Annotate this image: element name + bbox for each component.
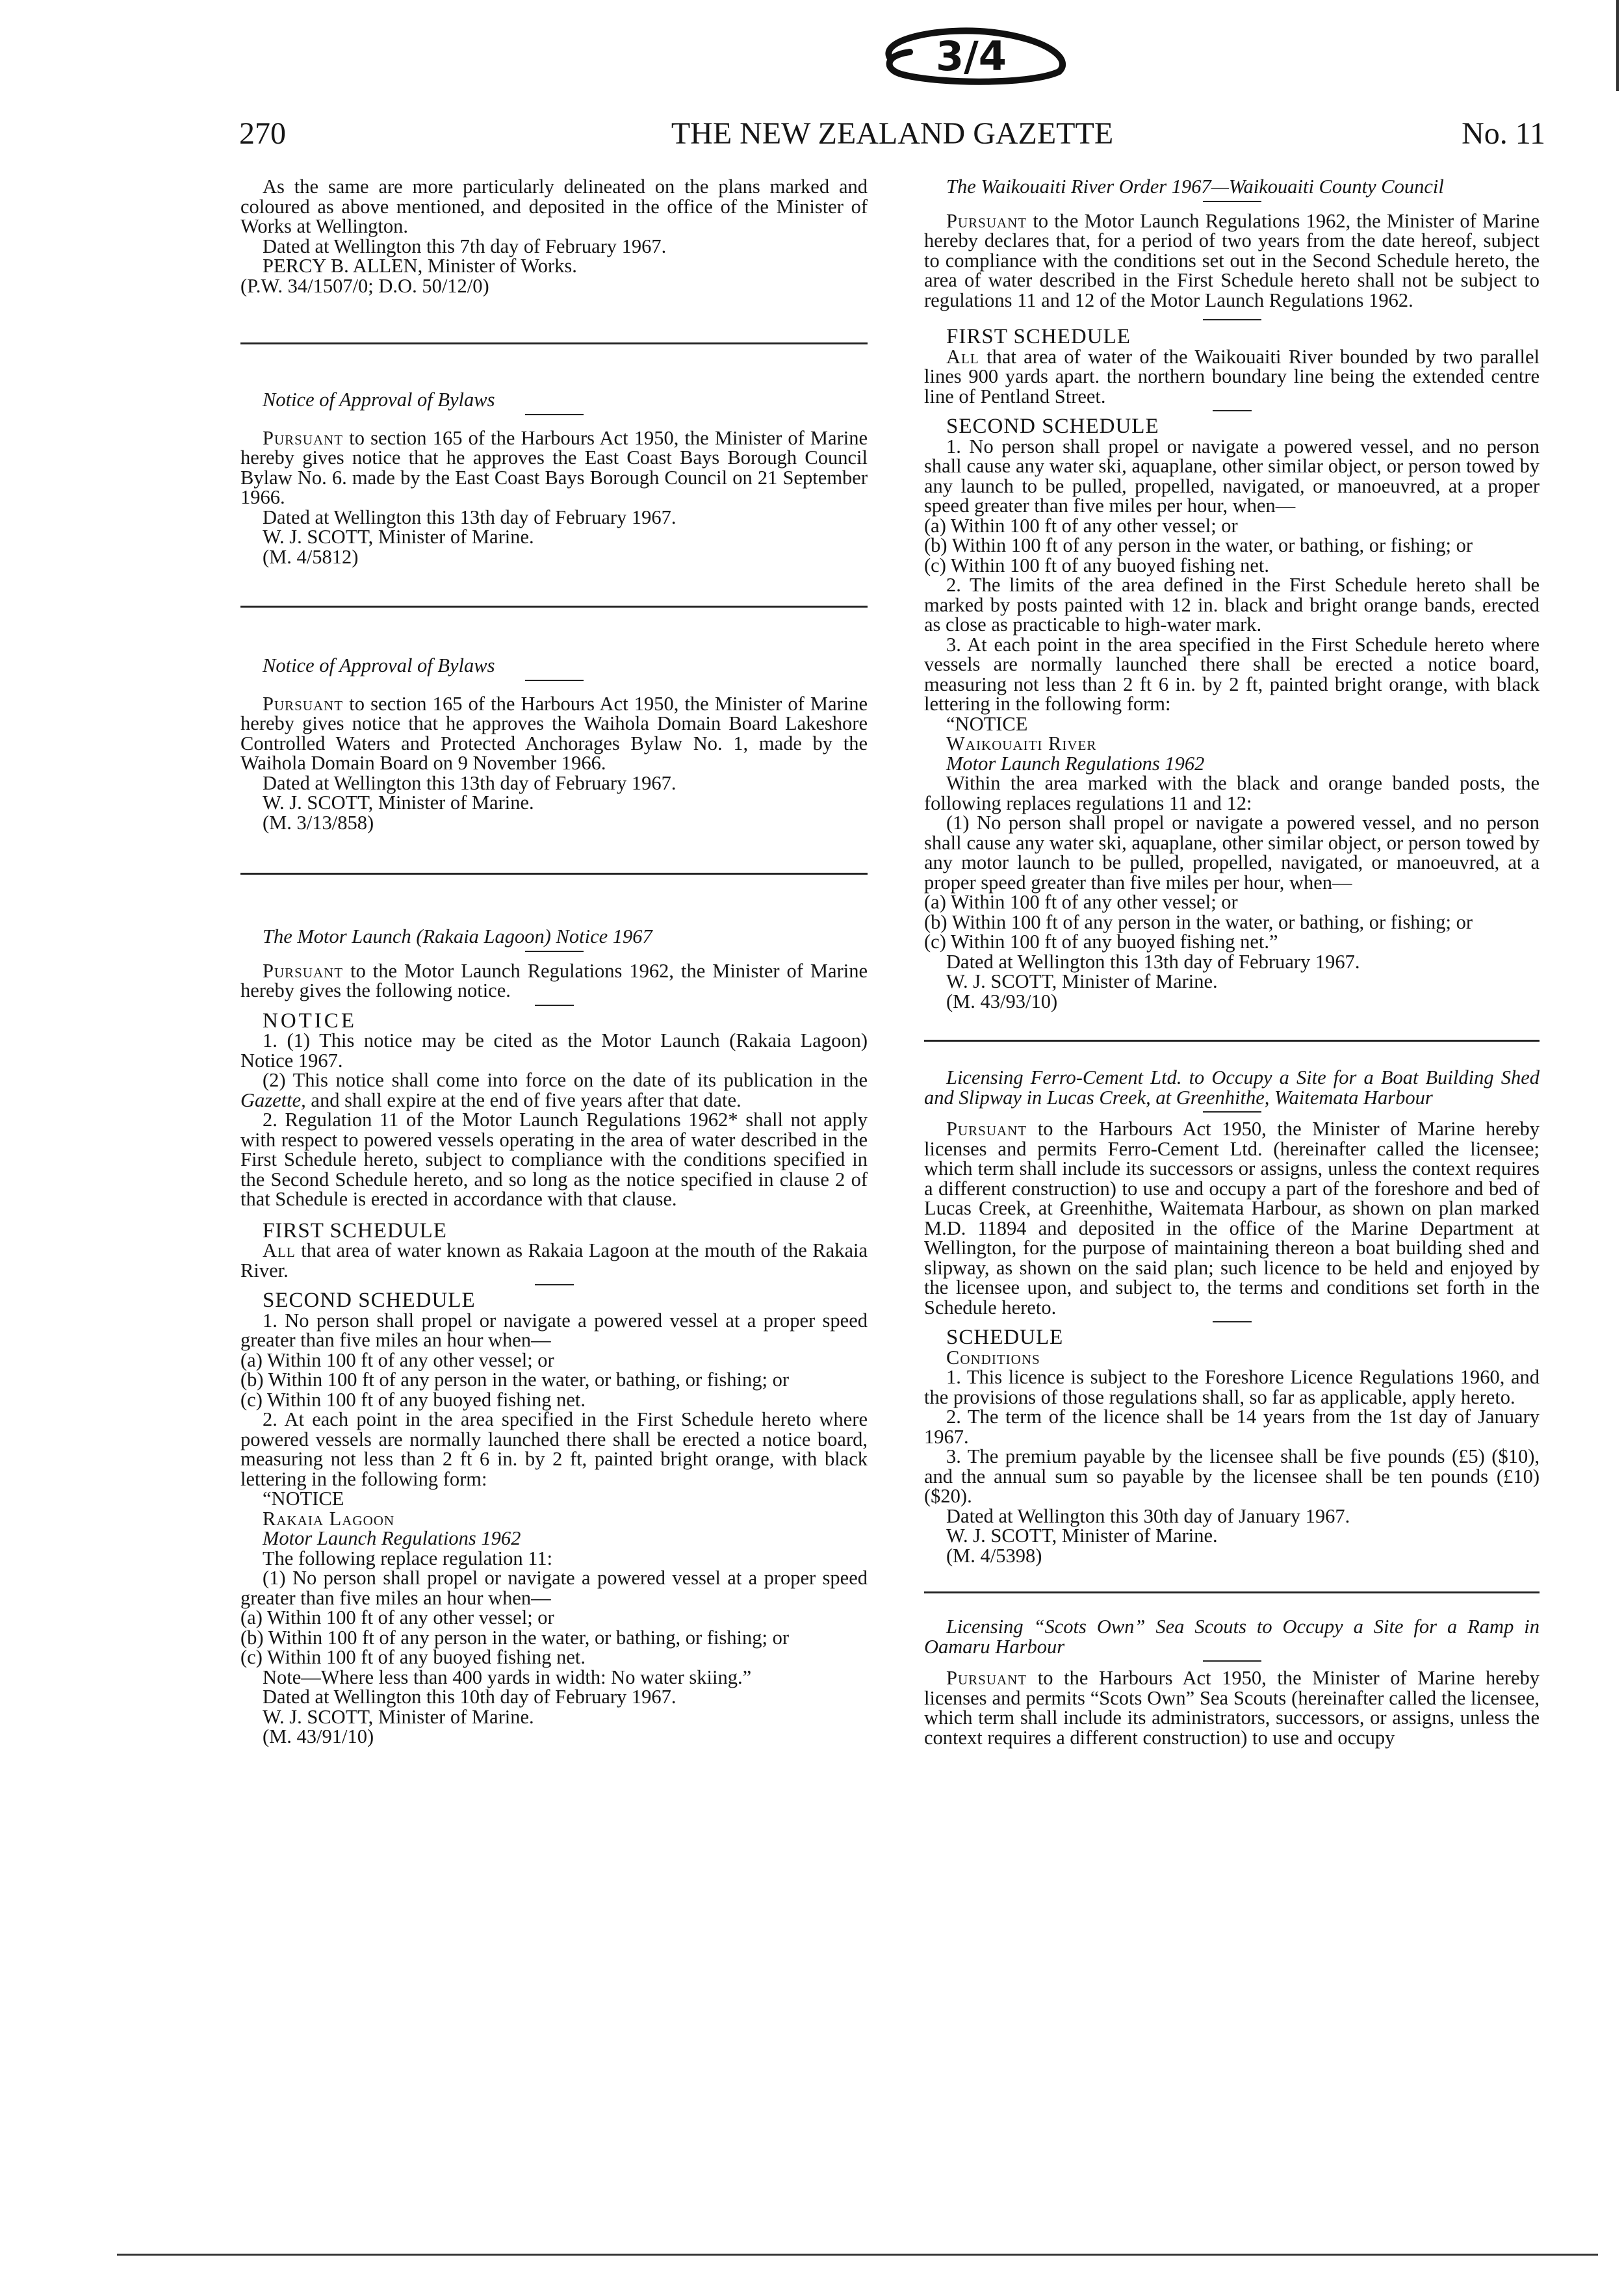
ferro-cement-dated: Dated at Wellington this 30th day of January 1967. <box>946 1504 1350 1527</box>
waikouaiti-quote-1: (1) No person shall propel or navigate a powered vessel, and no person shall cause any water ski, aquaplane, other similar object, or person towed by any motor launch to be pulled, propelled, navigated, or manoeuvred, at a proper speed greater than five miles per hour, when— <box>924 812 1540 894</box>
dash-rule <box>535 1005 574 1006</box>
rakaia-quote-intro: The following replace regulation 11: <box>263 1547 553 1569</box>
bylaws-notice-1-title: Notice of Approval of Bylaws <box>263 389 495 411</box>
right-column <box>924 177 1540 1747</box>
all-lead: All <box>263 1239 296 1261</box>
rakaia-quote-c: (c) Within 100 ft of any buoyed fishing net. <box>240 1646 586 1668</box>
bylaws-notice-2-signature: W. J. SCOTT, Minister of Marine. <box>263 792 534 814</box>
rakaia-signature: W. J. SCOTT, Minister of Marine. <box>263 1705 534 1728</box>
pursuant-lead: Pursuant <box>263 959 344 982</box>
handwritten-page-stamp <box>864 19 1085 91</box>
left-column <box>240 177 868 1747</box>
stamp-text: 3/4 <box>936 32 1007 80</box>
ferro-cement-conditions: Conditions <box>946 1346 1040 1369</box>
page-header <box>239 116 1545 155</box>
rakaia-quote-b: (b) Within 100 ft of any person in the water, or bathing, or fishing; or <box>240 1626 790 1649</box>
waikouaiti-quote-c: (c) Within 100 ft of any buoyed fishing net.” <box>924 931 1278 953</box>
pursuant-lead: Pursuant <box>946 1667 1027 1689</box>
rakaia-ss-c: (c) Within 100 ft of any buoyed fishing net. <box>240 1388 586 1411</box>
waikouaiti-ref: (M. 43/93/10) <box>946 990 1058 1012</box>
page-number: 270 <box>239 116 286 151</box>
ferro-cement-ref: (M. 4/5398) <box>946 1544 1042 1567</box>
bylaws-notice-1-dated: Dated at Wellington this 13th day of February 1967. <box>263 506 677 528</box>
rakaia-ss-a: (a) Within 100 ft of any other vessel; or <box>240 1348 554 1371</box>
rakaia-quote-regs: Motor Launch Regulations 1962 <box>263 1527 521 1549</box>
bylaws-notice-1-ref: (M. 4/5812) <box>263 545 359 568</box>
scots-own-text: to the Harbours Act 1950, the Minister of Marine hereby licenses and permits “Scots Own” Sea Scouts (hereinafter called the licensee, which term shall include its administrators, successors, or assigns, unless the context requires a different construction) to use and occupy <box>924 1667 1540 1749</box>
ferro-cement-signature: W. J. SCOTT, Minister of Marine. <box>946 1525 1218 1547</box>
waikouaiti-quote-intro: Within the area marked with the black and orange banded posts, the following replaces regulations 11 and 12: <box>924 772 1540 814</box>
pursuant-lead: Pursuant <box>946 1118 1027 1140</box>
rakaia-ss-1: 1. No person shall propel or navigate a powered vessel at a proper speed greater than five miles an hour when— <box>240 1309 868 1351</box>
waikouaiti-ss-1: 1. No person shall propel or navigate a powered vessel, and no person shall cause any water ski, aquaplane, other similar object, or person towed by any launch to be pulled, propelled, navigated, or manoeuvred, at a proper speed greater than five miles per hour, when— <box>924 435 1540 517</box>
waikouaiti-intro: to the Motor Launch Regulations 1962, the Minister of Marine hereby declares that, for a period of two years from the date hereof, subject to compliance with the conditions set out in the Second Schedule hereto, the area of water described in the First Schedule hereto shall not be subject to regulations 11 and 12 of the Motor Launch Regulations 1962. <box>924 209 1540 311</box>
rakaia-first-schedule-text: that area of water known as Rakaia Lagoon at the mouth of the Rakaia River. <box>240 1239 868 1281</box>
title-rule <box>525 951 584 952</box>
bylaws-notice-2-ref: (M. 3/13/858) <box>263 811 374 834</box>
waikouaiti-dated: Dated at Wellington this 13th day of February 1967. <box>946 950 1360 973</box>
all-lead: All <box>946 345 979 368</box>
rakaia-clause-3: 2. Regulation 11 of the Motor Launch Regulations 1962* shall not apply with respect to powered vessels operating in the area of water described in the First Schedule hereto, subject to compliance with the conditions specified in the Second Schedule hereto, and so long as the notice specified in clause 2 of that Schedule is erected in accordance with that clause. <box>240 1109 868 1210</box>
rakaia-dated: Dated at Wellington this 10th day of February 1967. <box>263 1686 677 1708</box>
rakaia-quote-place: Rakaia Lagoon <box>263 1507 395 1530</box>
scots-own-title: Licensing “Scots Own” Sea Scouts to Occupy a Site for a Ramp in Oamaru Harbour <box>924 1616 1540 1658</box>
ferro-cement-condition-3: 3. The premium payable by the licensee shall be five pounds (£5) ($10), and the annual sum so payable by the licensee shall be ten pounds (£10) ($20). <box>924 1445 1540 1507</box>
title-rule <box>1203 201 1261 202</box>
page-edge-mark <box>1616 0 1619 91</box>
bylaws-notice-2-title: Notice of Approval of Bylaws <box>263 654 495 676</box>
title-rule <box>1203 1111 1261 1113</box>
rakaia-first-schedule-heading: FIRST SCHEDULE <box>263 1218 447 1243</box>
rakaia-clause-2b: and shall expire at the end of five years after that date. <box>305 1088 741 1111</box>
rakaia-clause-2a: (2) This notice shall come into force on the date of its publication in the <box>263 1069 868 1091</box>
waikouaiti-ss-b: (b) Within 100 ft of any person in the water, or bathing, or fishing; or <box>924 534 1473 556</box>
works-notice-text: As the same are more particularly delineated on the plans marked and coloured as above mentioned, and deposited in the office of the Minister of Works at Wellington. <box>240 175 868 237</box>
rakaia-quote-note: Note—Where less than 400 yards in width: No water skiing.” <box>263 1666 752 1688</box>
dash-rule <box>1213 1321 1252 1322</box>
waikouaiti-quote-regs: Motor Launch Regulations 1962 <box>946 752 1205 775</box>
title-rule <box>525 414 584 415</box>
waikouaiti-first-schedule-heading: FIRST SCHEDULE <box>946 325 1131 348</box>
title-rule <box>525 680 584 681</box>
waikouaiti-ss-3: 3. At each point in the area specified in the First Schedule hereto where vessels are normally launched there shall be erected a notice board, measuring not less than 2 ft 6 in. by 2 ft, painted bright orange, with black lettering in the following form: <box>924 633 1540 715</box>
waikouaiti-quote-notice: “NOTICE <box>946 712 1028 735</box>
ferro-cement-title: Licensing Ferro-Cement Ltd. to Occupy a Site for a Boat Building Shed and Slipway in Lucas Creek, at Greenhithe, Waitemata Harbour <box>924 1066 1540 1109</box>
rakaia-ss-b: (b) Within 100 ft of any person in the water, or bathing, or fishing; or <box>240 1369 790 1391</box>
rakaia-ref: (M. 43/91/10) <box>263 1725 374 1747</box>
waikouaiti-quote-b: (b) Within 100 ft of any person in the water, or bathing, or fishing; or <box>924 910 1473 933</box>
rakaia-second-schedule-heading: SECOND SCHEDULE <box>263 1289 476 1312</box>
rakaia-quote-a: (a) Within 100 ft of any other vessel; or <box>240 1606 554 1629</box>
ferro-cement-text: to the Harbours Act 1950, the Minister of Marine hereby licenses and permits Ferro-Cement Ltd. (hereinafter called the licensee; which term shall include its successors or assigns, unless the context requires a different construction) to use and occupy a part of the foreshore and bed of Lucas Creek, at Greenhithe, Waitemata Harbour, as shown on plan marked M.D. 11894 and deposited in the office of the Marine Department at Wellington, for the purpose of maintaining thereon a boat building shed and slipway, as shown on the said plan; such licence to be held and enjoyed by the licensee upon, and subject to, the terms and conditions set forth in the Schedule hereto. <box>924 1118 1540 1319</box>
waikouaiti-quote-place: Waikouaiti River <box>946 732 1097 754</box>
dash-rule <box>535 1284 574 1285</box>
rakaia-notice-title: The Motor Launch (Rakaia Lagoon) Notice 1967 <box>263 925 652 947</box>
page-bottom-rule <box>117 2254 1598 2256</box>
pursuant-lead: Pursuant <box>263 426 344 449</box>
ferro-cement-condition-2: 2. The term of the licence shall be 14 years from the 1st day of January 1967. <box>924 1406 1540 1448</box>
rakaia-clause-1: 1. (1) This notice may be cited as the Motor Launch (Rakaia Lagoon) Notice 1967. <box>240 1029 868 1072</box>
bylaws-notice-2-text: to section 165 of the Harbours Act 1950, the Minister of Marine hereby gives notice that he approves the Waihola Domain Board Lakeshore Controlled Waters and Protected Anchorages Bylaw No. 1, made by the Waihola Domain Board on 9 November 1966. <box>240 692 868 774</box>
pursuant-lead: Pursuant <box>263 692 344 715</box>
title-rule <box>1203 1660 1261 1662</box>
rakaia-notice-heading: NOTICE <box>263 1009 357 1033</box>
works-notice-signature: PERCY B. ALLEN, Minister of Works. <box>263 255 577 277</box>
waikouaiti-title: The Waikouaiti River Order 1967—Waikouaiti County Council <box>946 175 1444 198</box>
waikouaiti-quote-a: (a) Within 100 ft of any other vessel; or <box>924 891 1238 913</box>
title-rule <box>1203 319 1261 320</box>
waikouaiti-second-schedule-heading: SECOND SCHEDULE <box>946 415 1159 438</box>
waikouaiti-first-schedule-text: that area of water of the Waikouaiti River bounded by two parallel lines 900 yards apart. the northern boundary line being the extended centre line of Pentland Street. <box>924 345 1540 407</box>
works-notice-dated: Dated at Wellington this 7th day of February 1967. <box>263 235 667 257</box>
pursuant-lead: Pursuant <box>946 209 1027 232</box>
waikouaiti-ss-a: (a) Within 100 ft of any other vessel; or <box>924 514 1238 537</box>
dash-rule <box>1213 410 1252 411</box>
bylaws-notice-2-dated: Dated at Wellington this 13th day of February 1967. <box>263 771 677 794</box>
works-notice-ref: (P.W. 34/1507/0; D.O. 50/12/0) <box>240 274 489 297</box>
rakaia-quote-1: (1) No person shall propel or navigate a powered vessel at a proper speed greater than five miles an hour when— <box>240 1567 868 1609</box>
waikouaiti-ss-2: 2. The limits of the area defined in the First Schedule hereto shall be marked by posts painted with 12 in. black and bright orange bands, erected as close as practicable to high-water mark. <box>924 574 1540 636</box>
waikouaiti-signature: W. J. SCOTT, Minister of Marine. <box>946 970 1218 992</box>
rakaia-quote-notice: “NOTICE <box>263 1487 344 1510</box>
rakaia-intro: to the Motor Launch Regulations 1962, the Minister of Marine hereby gives the following notice. <box>240 959 868 1001</box>
waikouaiti-ss-c: (c) Within 100 ft of any buoyed fishing net. <box>924 554 1270 576</box>
rakaia-ss-2: 2. At each point in the area specified in the First Schedule hereto where powered vessels are normally launched there shall be erected a notice board, measuring not less than 2 ft 6 in. by 2 ft, painted bright orange, with black lettering in the following form: <box>240 1408 868 1490</box>
gazette-title: THE NEW ZEALAND GAZETTE <box>671 116 1114 151</box>
gazette-italic: Gazette, <box>240 1088 306 1111</box>
issue-number: No. 11 <box>1462 116 1545 151</box>
ferro-cement-schedule-heading: SCHEDULE <box>946 1326 1064 1349</box>
ferro-cement-condition-1: 1. This licence is subject to the Foreshore Licence Regulations 1960, and the provisions of those regulations shall, so far as applicable, apply hereto. <box>924 1366 1540 1408</box>
bylaws-notice-1-signature: W. J. SCOTT, Minister of Marine. <box>263 526 534 548</box>
bylaws-notice-1-text: to section 165 of the Harbours Act 1950, the Minister of Marine hereby gives notice that he approves the East Coast Bays Borough Council Bylaw No. 6. made by the East Coast Bays Borough Council on 21 September 1966. <box>240 426 868 508</box>
